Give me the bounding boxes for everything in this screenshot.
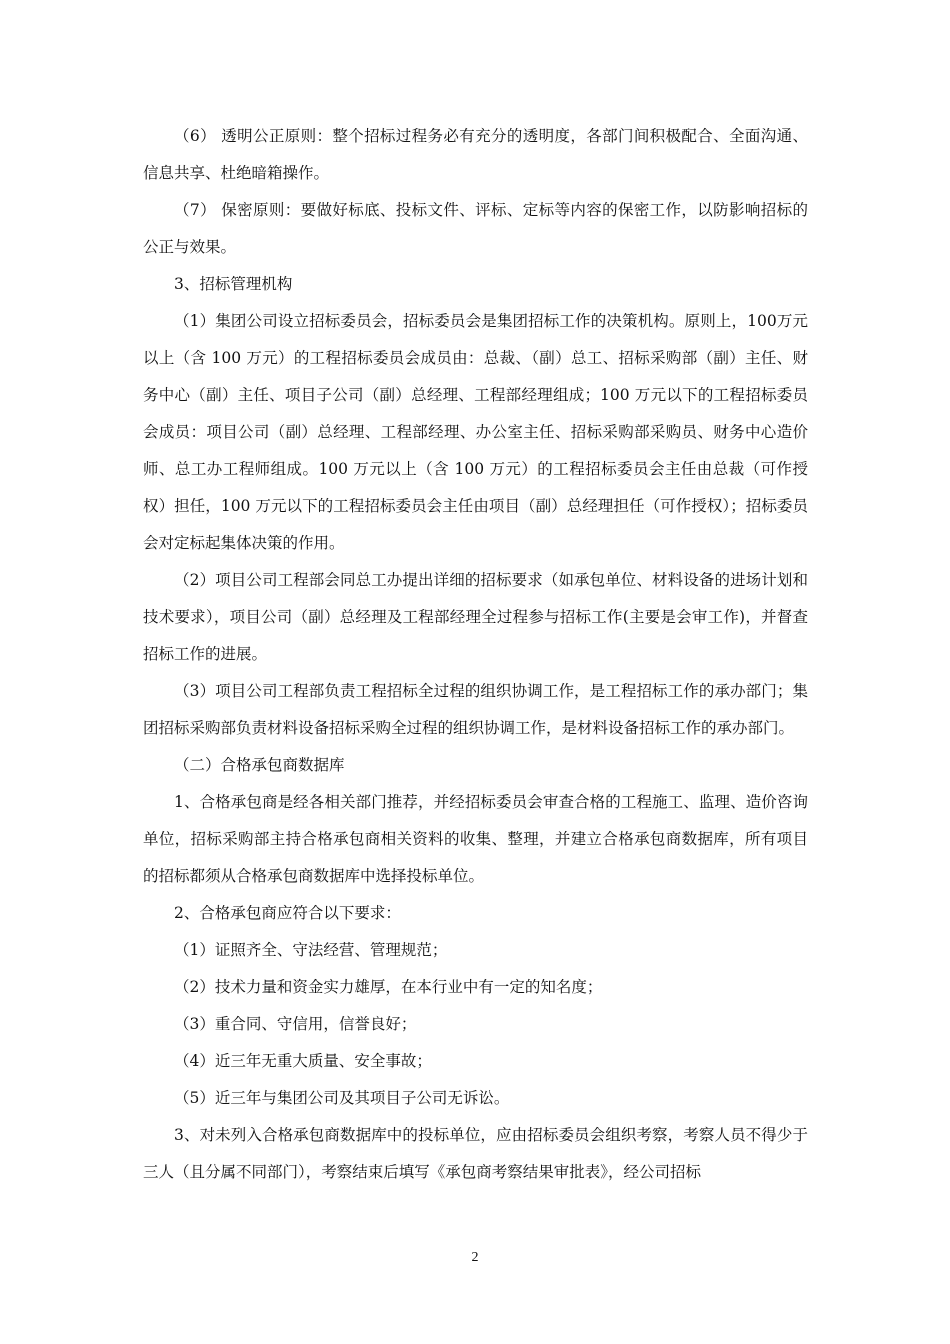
list-item-safety-record: （4）近三年无重大质量、安全事故；: [174, 1052, 432, 1070]
paragraph-bidding-committee: （1）集团公司设立招标委员会，招标委员会是集团招标工作的决策机构。原则上，100万元以上（含 100 万元）的工程招标委员会成员由：总裁、（副）总工、招标采购部（副）主任、财务中心（副）主任、项目子公司（副）总经理、工程部经理组成；100 万元以下的工程招标委员会成员：项目公司（副）总经理、工程部经理、办公室主任、招标采购部采购员、财务中心造价师、总工办工程师组成。100 万元以上（含 100 万元）的工程招标委员会主任由总裁（可作授权）担任，100 万元以下的工程招标委员会主任由项目（副）总经理担任（可作授权）；招标委员会对定标起集体决策的作用。: [143, 312, 808, 552]
list-item-no-litigation: （5）近三年与集团公司及其项目子公司无诉讼。: [174, 1089, 510, 1107]
paragraph-coordination-responsibility: （3）项目公司工程部负责工程招标全过程的组织协调工作，是工程招标工作的承办部门；集团招标采购部负责材料设备招标采购全过程的组织协调工作，是材料设备招标工作的承办部门。: [143, 682, 808, 737]
list-item-technical-strength: （2）技术力量和资金实力雄厚，在本行业中有一定的知名度；: [174, 978, 603, 996]
paragraph-engineering-department-requirements: （2）项目公司工程部会同总工办提出详细的招标要求（如承包单位、材料设备的进场计划和技术要求），项目公司（副）总经理及工程部经理全过程参与招标工作(主要是会审工作)，并督查招标工作的进展。: [143, 571, 808, 663]
paragraph-unlisted-bidder-inspection: 3、对未列入合格承包商数据库中的投标单位，应由招标委员会组织考察，考察人员不得少于三人（且分属不同部门），考察结束后填写《承包商考察结果审批表》，经公司招标: [143, 1126, 808, 1181]
page-number: 2: [471, 1250, 479, 1265]
paragraph-qualified-contractor-definition: 1、合格承包商是经各相关部门推荐，并经招标委员会审查合格的工程施工、监理、造价咨询单位，招标采购部主持合格承包商相关资料的收集、整理，并建立合格承包商数据库，所有项目的招标都须从合格承包商数据库中选择投标单位。: [143, 793, 808, 885]
paragraph-transparency-principle: （6） 透明公正原则：整个招标过程务必有充分的透明度，各部门间积极配合、全面沟通、信息共享、杜绝暗箱操作。: [143, 127, 808, 182]
document-body: [143, 118, 808, 1191]
section-heading-qualified-contractor-database: （二）合格承包商数据库: [174, 756, 345, 774]
list-item-licenses: （1）证照齐全、守法经营、管理规范；: [174, 941, 448, 959]
section-heading-bidding-management: 3、招标管理机构: [174, 275, 293, 293]
list-item-credibility: （3）重合同、守信用，信誉良好；: [174, 1015, 417, 1033]
paragraph-confidentiality-principle: （7） 保密原则：要做好标底、投标文件、评标、定标等内容的保密工作，以防影响招标的公正与效果。: [143, 201, 808, 256]
paragraph-qualified-contractor-requirements: 2、合格承包商应符合以下要求：: [174, 904, 401, 922]
